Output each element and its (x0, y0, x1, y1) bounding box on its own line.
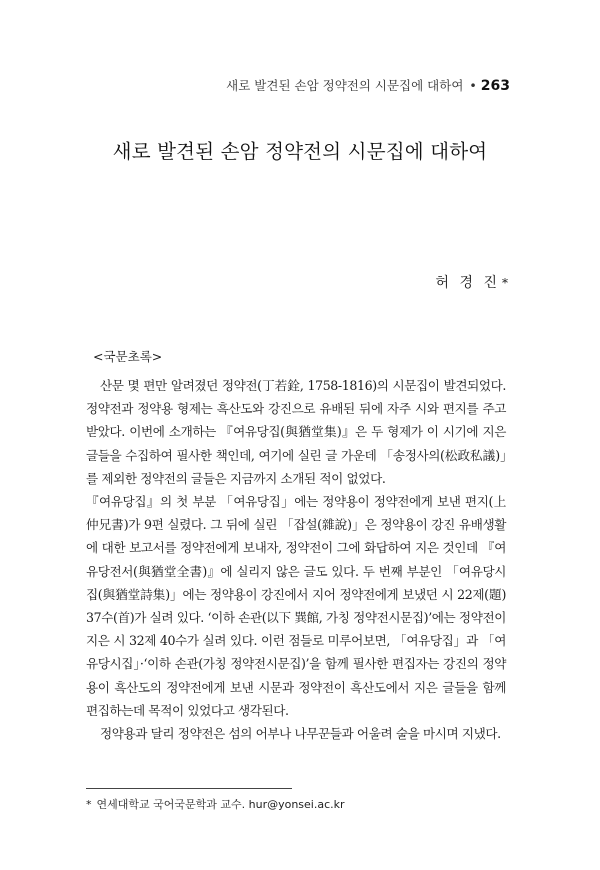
abstract-paragraph-2: 『여유당집』의 첫 부분 「여유당집」에는 정약용이 정약전에게 보낸 편지(上仲兄書)가 9편 실렸다. 그 뒤에 실린 「잡설(雜說)」은 정약용이 강진 유배생활에 대한 보고서를 정약전에게 보내자, 정약전이 그에 화답하여 지은 것인데 『여유당전서(與猶堂全書)』에 실리지 않은 글도 있다. 두 번째 부분인 「여유당시집(與猶堂詩集)」에는 정약용이 강진에서 지어 정약전에게 보냈던 시 22제(題) 37수(首)가 실려 있다. ‘이하 손관(以下 巽館, 가칭 정약전시문집)’에는 정약전이 지은 시 32제 40수가 실려 있다. 이런 점들로 미루어보면, 「여유당집」과 「여유당시집」·‘이하 손관(가칭 정약전시문집)’을 함께 필사한 편집자는 강진의 정약용이 흑산도의 정약전에게 보낸 시문과 정약전이 흑산도에서 지은 글들을 함께 편집하는데 목적이 있었다고 생각된다. (86, 494, 506, 718)
running-head-separator: • (469, 78, 477, 93)
footnote-mark: * (86, 798, 92, 811)
footnote-divider (86, 788, 292, 789)
abstract-paragraph-3: 정약용과 달리 정약전은 섬의 어부나 나무꾼들과 어울려 술을 마시며 지냈다. (100, 726, 501, 742)
running-head-title: 새로 발견된 손암 정약전의 시문집에 대하여 (226, 78, 464, 93)
author-footnote-mark: * (502, 276, 508, 290)
abstract-body (86, 374, 506, 745)
running-head (226, 76, 510, 94)
abstract-paragraph-1: 산문 몇 편만 알려졌던 정약전(丁若銓, 1758-1816)의 시문집이 발견되었다. 정약전과 정약용 형제는 흑산도와 강진으로 유배된 뒤에 자주 시와 편지를 주고받았다. 이번에 소개하는 『여유당집(與猶堂集)』은 두 형제가 이 시기에 지은 글들을 수집하여 필사한 책인데, 여기에 실린 글 가운데 「송정사의(松政私議)」를 제외한 정약전의 글들은 지금까지 소개된 적이 없었다. (86, 378, 506, 486)
footnote-text: 연세대학교 국어국문학과 교수. hur@yonsei.ac.kr (96, 798, 345, 811)
author-name: 허 경 진 (435, 275, 500, 291)
article-title: 새로 발견된 손암 정약전의 시문집에 대하여 (112, 140, 488, 163)
abstract-label: <국문초록> (93, 349, 163, 364)
page-number: 263 (480, 78, 510, 94)
footnote (86, 796, 345, 812)
author-line (436, 272, 508, 292)
